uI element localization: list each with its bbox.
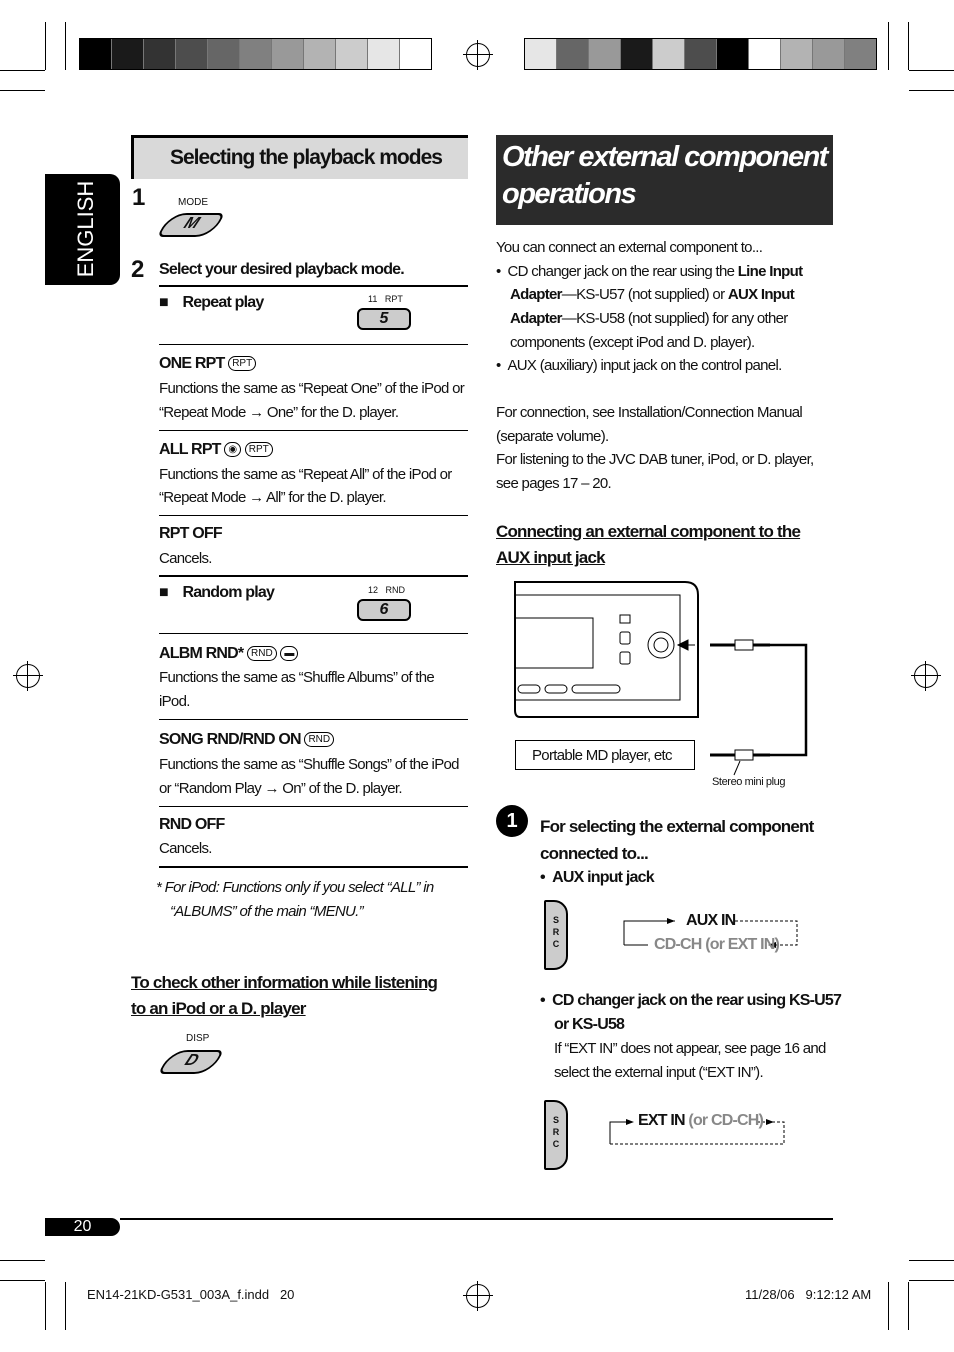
cable bbox=[768, 645, 806, 755]
registration-mark-icon bbox=[466, 1284, 490, 1308]
step-number: 2 bbox=[131, 256, 145, 283]
description: or “Random Play → On” of the D. player. bbox=[159, 780, 402, 797]
disc-icon: ◉ bbox=[224, 442, 241, 457]
random-heading: ■ Random play bbox=[159, 584, 275, 601]
cd-ch-label: CD-CH (or EXT IN) bbox=[654, 936, 780, 953]
description: “Repeat Mode → All” for the D. player. bbox=[159, 489, 386, 506]
paragraph: see pages 17 – 20. bbox=[496, 475, 612, 492]
bullet-aux: • AUX (auxiliary) input jack on the control panel. bbox=[496, 357, 782, 374]
title-block bbox=[496, 135, 833, 225]
color-bar-right bbox=[524, 38, 877, 70]
cd-bullet: or KS-U58 bbox=[554, 1016, 625, 1033]
cd-text: If “EXT IN” does not appear, see page 16 and bbox=[554, 1040, 826, 1057]
page-title: Other external component bbox=[502, 141, 827, 173]
repeat-button-label: 11 RPT bbox=[368, 294, 403, 304]
check-heading: To check other information while listening bbox=[131, 973, 438, 992]
description: Cancels. bbox=[159, 550, 212, 567]
step-circle: 1 bbox=[496, 805, 528, 837]
one-rpt-title: ONE RPT RPT bbox=[159, 355, 256, 373]
footer-file: EN14-21KD-G531_003A_f.indd 20 bbox=[87, 1287, 295, 1302]
footnote: “ALBUMS” of the main “MENU.” bbox=[170, 903, 363, 920]
paragraph: For listening to the JVC DAB tuner, iPod, or D. player, bbox=[496, 451, 814, 468]
language-tab bbox=[45, 174, 120, 285]
plug-label: Stereo mini plug bbox=[712, 776, 786, 788]
ext-in-label: EXT IN (or CD-CH) bbox=[638, 1112, 764, 1129]
disp-button[interactable]: D bbox=[158, 1050, 223, 1074]
page-title: operations bbox=[502, 178, 636, 210]
footnote: * For iPod: Functions only if you select “ALL” in bbox=[156, 879, 434, 896]
description: iPod. bbox=[159, 693, 190, 710]
random-button[interactable]: 6 bbox=[357, 599, 411, 621]
step-heading: For selecting the external component bbox=[540, 817, 814, 836]
connect-heading: Connecting an external component to the bbox=[496, 522, 801, 541]
paragraph: (separate volume). bbox=[496, 428, 609, 445]
color-bar-left bbox=[79, 38, 432, 70]
intro-text: You can connect an external component to... bbox=[496, 239, 763, 256]
step-heading: connected to... bbox=[540, 844, 648, 863]
page-number-tab: 20 bbox=[45, 1218, 120, 1236]
paragraph: For connection, see Installation/Connection Manual bbox=[496, 404, 803, 421]
repeat-button[interactable]: 5 bbox=[357, 308, 411, 330]
cd-text: select the external input (“EXT IN”). bbox=[554, 1064, 763, 1081]
registration-mark-icon bbox=[16, 664, 40, 688]
song-rnd-title: SONG RND/RND ON RND bbox=[159, 731, 334, 749]
rnd-off-title: RND OFF bbox=[159, 816, 225, 833]
description: Functions the same as “Shuffle Albums” of the bbox=[159, 669, 435, 686]
folder-icon: ▬ bbox=[280, 646, 298, 661]
rpt-off-title: RPT OFF bbox=[159, 525, 222, 542]
connect-heading: AUX input jack bbox=[496, 548, 605, 567]
cd-bullet: • CD changer jack on the rear using KS-U57 bbox=[540, 992, 842, 1009]
aux-bullet: • AUX input jack bbox=[540, 869, 654, 886]
aux-in-label: AUX IN bbox=[686, 912, 736, 929]
bullet-cd-changer: Adapter—KS-U58 (not supplied) for any other bbox=[510, 310, 788, 327]
step-number: 1 bbox=[132, 184, 146, 211]
bullet-cd-changer: • CD changer jack on the rear using the Line Input bbox=[496, 263, 803, 280]
description: “Repeat Mode → One” for the D. player. bbox=[159, 404, 399, 421]
src-button[interactable]: S R C bbox=[544, 1100, 568, 1170]
description: Functions the same as “Shuffle Songs” of the iPod bbox=[159, 756, 459, 773]
albm-rnd-title: ALBM RND* RND ▬ bbox=[159, 645, 298, 663]
language-label: ENGLISH bbox=[73, 180, 98, 278]
step-text: Select your desired playback mode. bbox=[159, 261, 404, 278]
description: Functions the same as “Repeat One” of the iPod or bbox=[159, 380, 465, 397]
mode-label: MODE bbox=[178, 197, 208, 208]
car-stereo-panel bbox=[515, 582, 698, 717]
footer-date: 11/28/06 9:12:12 AM bbox=[745, 1287, 872, 1302]
check-heading: to an iPod or a D. player bbox=[131, 999, 306, 1018]
section-title: Selecting the playback modes bbox=[170, 146, 442, 169]
mode-button[interactable]: M bbox=[157, 213, 224, 237]
section-header bbox=[131, 135, 468, 179]
repeat-heading: ■ Repeat play bbox=[159, 294, 264, 311]
registration-mark-icon bbox=[466, 43, 490, 67]
registration-mark-icon bbox=[914, 664, 938, 688]
device-label-box: Portable MD player, etc bbox=[515, 740, 695, 770]
disp-label: DISP bbox=[186, 1033, 210, 1044]
description: Functions the same as “Repeat All” of the iPod or bbox=[159, 466, 452, 483]
src-button[interactable]: S R C bbox=[544, 900, 568, 970]
bullet-cd-changer: Adapter—KS-U57 (not supplied) or AUX Input bbox=[510, 286, 795, 303]
all-rpt-title: ALL RPT ◉ RPT bbox=[159, 441, 273, 459]
bullet-cd-changer: components (except iPod and D. player). bbox=[510, 334, 755, 351]
random-button-label: 12 RND bbox=[368, 585, 406, 595]
description: Cancels. bbox=[159, 840, 212, 857]
